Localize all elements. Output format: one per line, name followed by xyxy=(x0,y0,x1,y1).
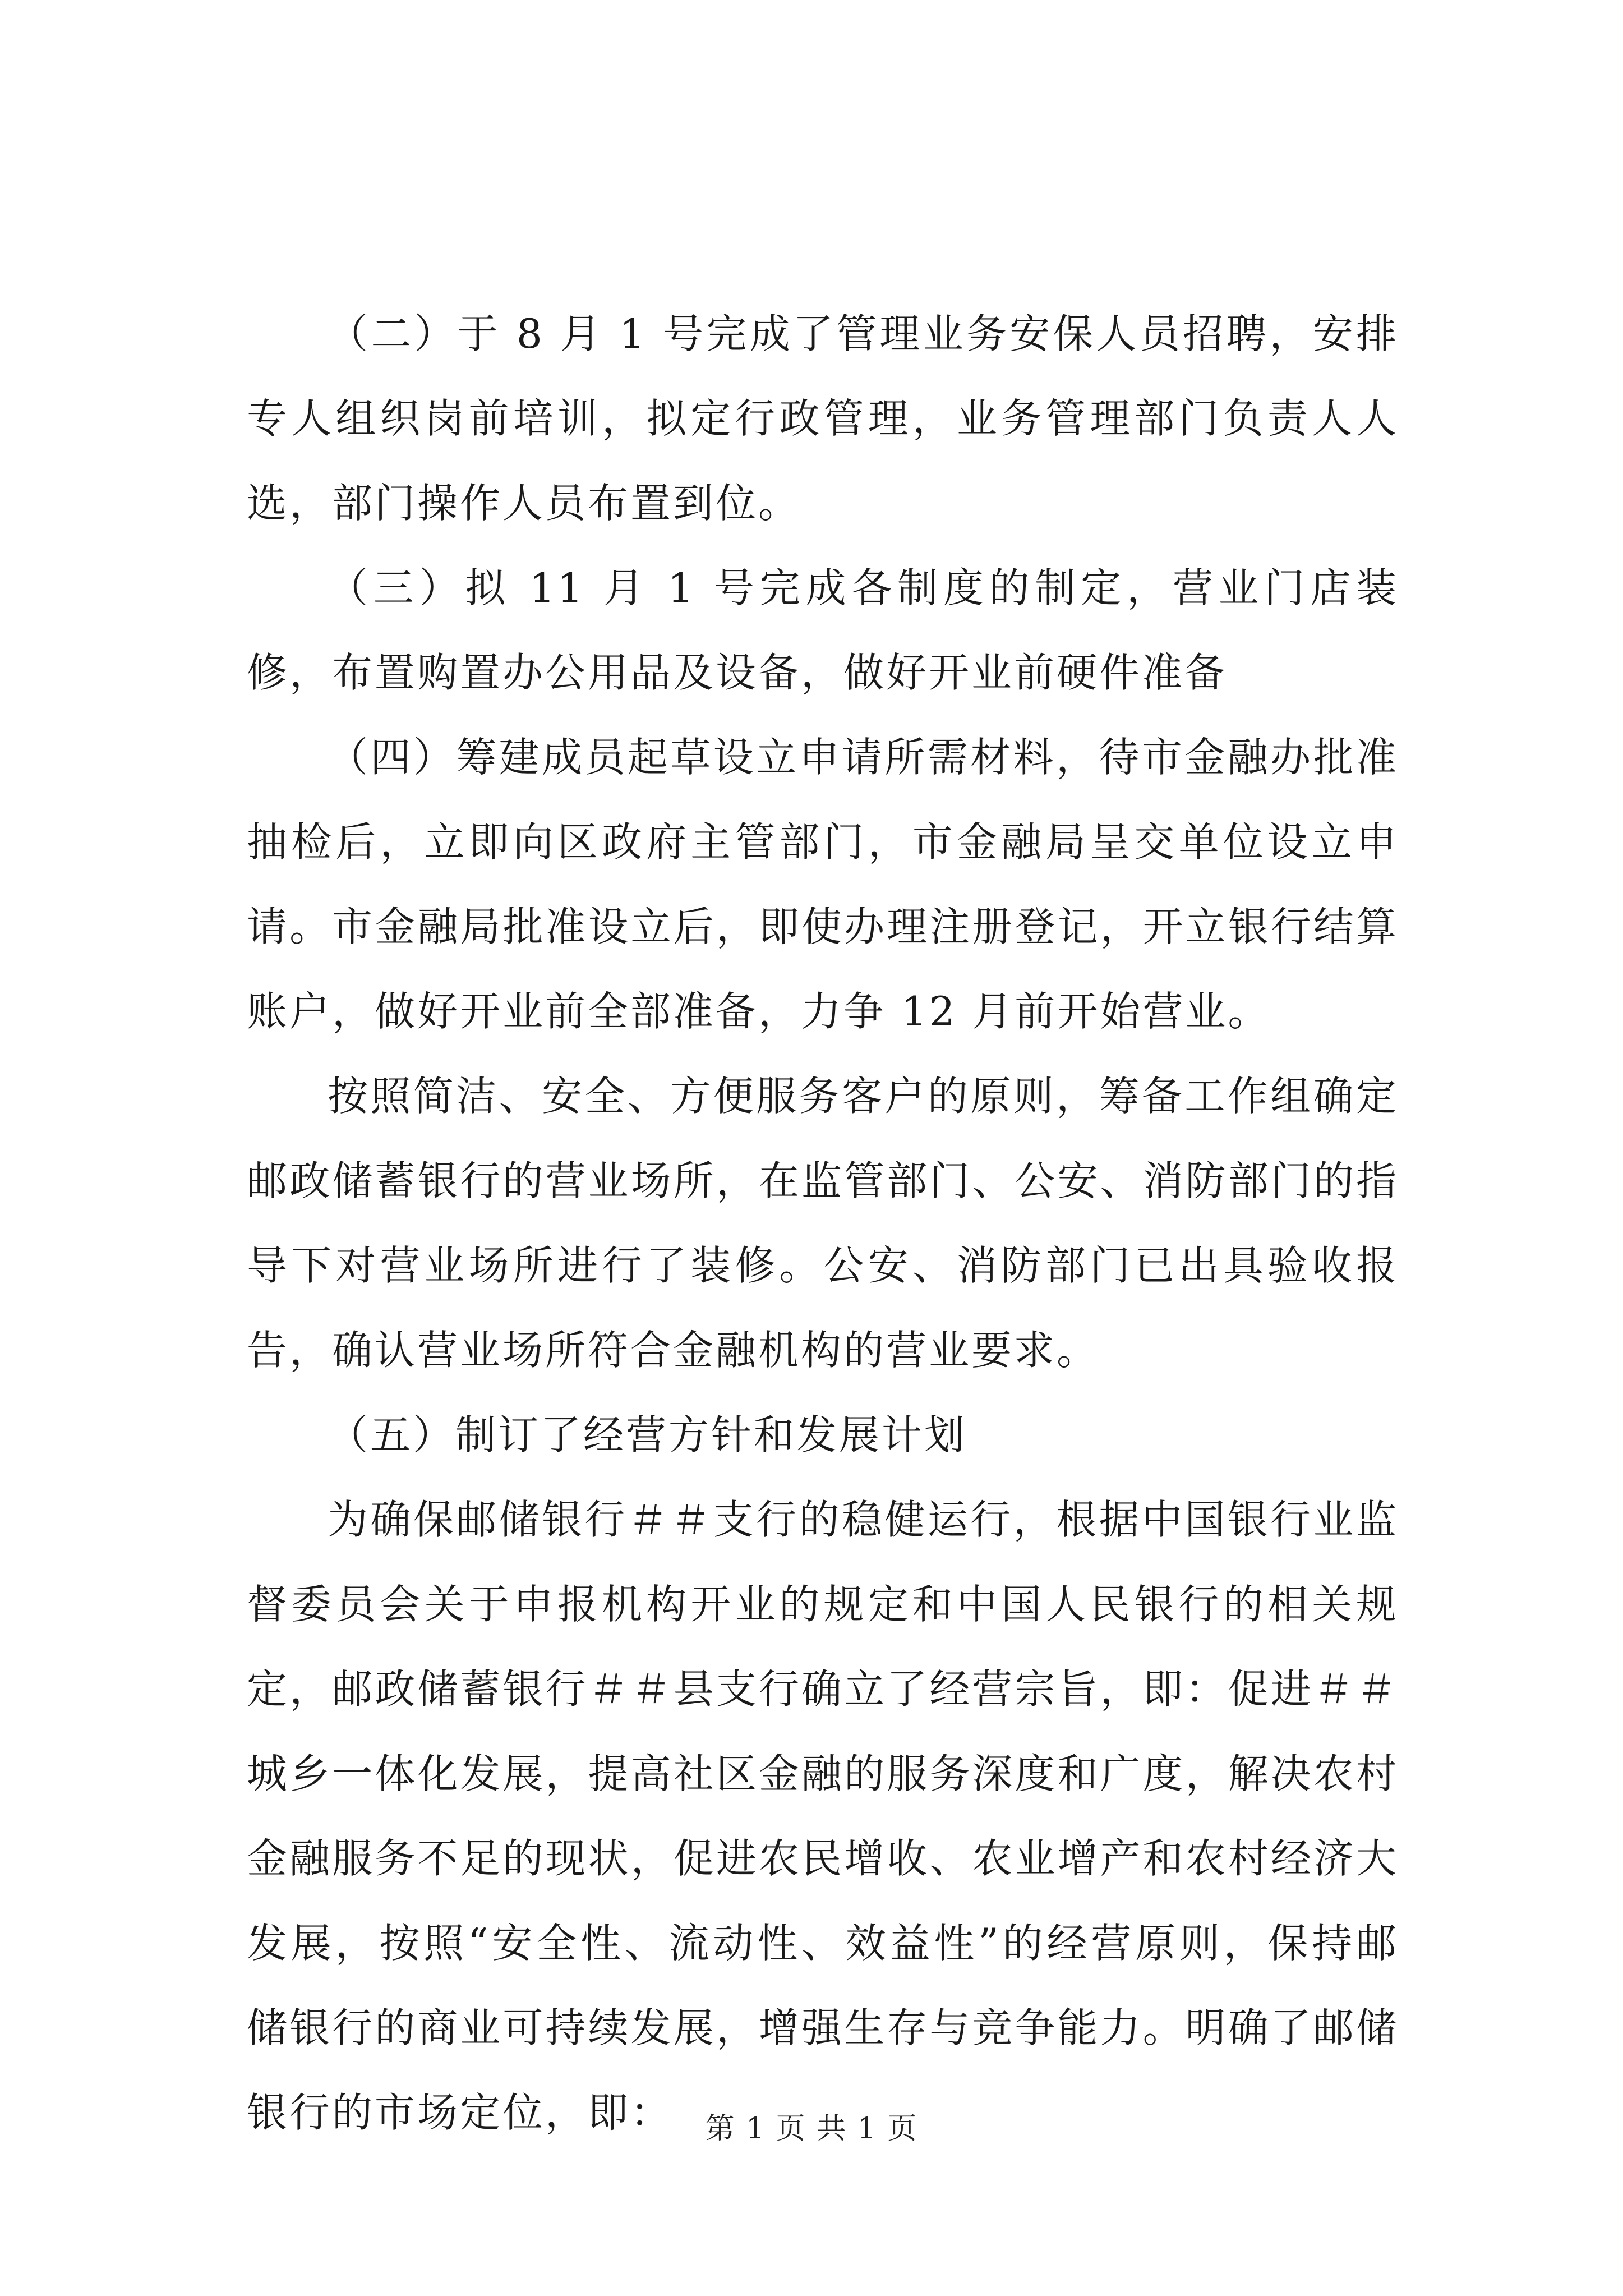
page-footer: 第 1 页 共 1 页 xyxy=(705,2112,918,2146)
paragraph-3: （三）拟 11 月 1 号完成各制度的制定，营业门店装修，布置购置办公用品及设备，做好开业前硬件准备 xyxy=(247,564,1399,696)
paragraph-policy: 为确保邮储银行＃＃支行的稳健运行，根据中国银行业监督委员会关于申报机构开业的规定和中国人民银行的相关规定，邮政储蓄银行＃＃县支行确立了经营宗旨，即：促进＃＃城乡一体化发展，提高社区金融的服务深度和广度，解决农村金融服务不足的现状，促进农民增收、农业增产和农村经济大发展，按照“安全性、流动性、效益性”的经营原则，保持邮储银行的商业可持续发展，增强生存与竞争能力。明确了邮储银行的市场定位，即： xyxy=(247,1496,1399,2136)
document-body xyxy=(247,292,1399,2155)
paragraph-venue: 按照简洁、安全、方便服务客户的原则，筹备工作组确定邮政储蓄银行的营业场所，在监管部门、公安、消防部门的指导下对营业场所进行了装修。公安、消防部门已出具验收报告，确认营业场所符合金融机构的营业要求。 xyxy=(247,1073,1399,1374)
paragraph-5-heading: （五）制订了经营方针和发展计划 xyxy=(328,1411,967,1458)
paragraph-4: （四）筹建成员起草设立申请所需材料，待市金融办批准抽检后，立即向区政府主管部门，市金融局呈交单位设立申请。市金融局批准设立后，即使办理注册登记，开立银行结算账户，做好开业前全部准备，力争 12 月前开始营业。 xyxy=(247,734,1399,1035)
paragraph-2: （二）于 8 月 1 号完成了管理业务安保人员招聘，安排专人组织岗前培训，拟定行政管理，业务管理部门负责人人选，部门操作人员布置到位。 xyxy=(247,310,1399,527)
